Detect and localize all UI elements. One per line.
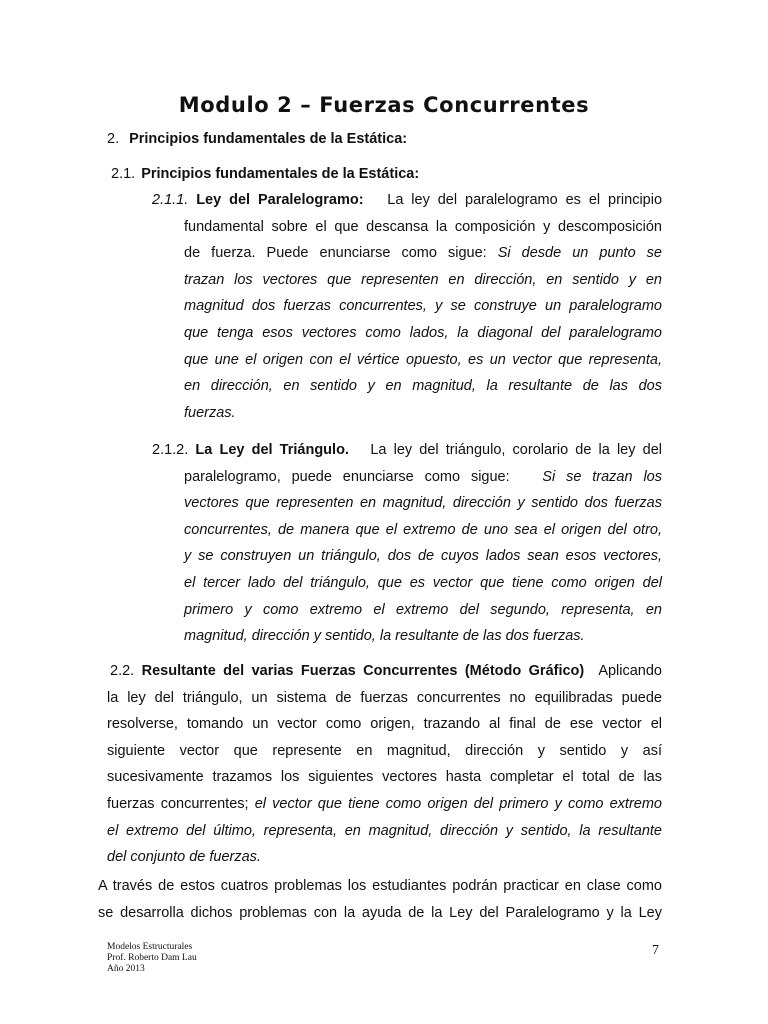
paragraph-line: trazan los vectores que representen en dirección, en sentido y en <box>184 271 662 288</box>
section-2-number: 2. <box>107 131 120 147</box>
section-2-1-1-heading: Ley del Paralelogramo: <box>196 192 364 208</box>
paragraph-line: primero y como extremo el extremo del segundo, representa, en <box>184 601 662 618</box>
paragraph-line <box>110 658 662 685</box>
section-2-1-1-number: 2.1.1. <box>152 192 189 208</box>
text-span: La ley del triángulo, corolario de la ley del <box>370 442 662 458</box>
section-2-1-number: 2.1. <box>111 166 136 182</box>
section-2-1-2-number: 2.1.2. <box>152 442 189 458</box>
paragraph-line: que une el origen con el vértice opuesto, es un vector que representa, <box>184 351 662 368</box>
paragraph-line: vectores que representen en magnitud, dirección y sentido dos fuerzas <box>184 495 662 512</box>
paragraph-line: sucesivamente trazamos los siguientes vectores hasta completar el total de las <box>107 769 662 786</box>
italic-span: el vector que tiene como origen del primero y como extremo <box>254 795 662 812</box>
paragraph-line: la ley del triángulo, un sistema de fuerzas concurrentes no equilibradas puede <box>107 689 662 706</box>
paragraph-line: que tenga esos vectores como lados, la diagonal del paralelogramo <box>184 324 662 341</box>
section-2-1-1-paragraph <box>152 187 662 426</box>
section-2-1-heading <box>111 166 419 182</box>
paragraph-line <box>184 240 662 267</box>
footer-course: Modelos Estructurales <box>107 942 193 952</box>
italic-span: Si se trazan los <box>542 468 662 485</box>
paragraph-line: magnitud, dirección y sentido, la resultante de las dos fuerzas. <box>184 628 585 645</box>
section-2-1-2-paragraph <box>152 437 662 650</box>
paragraph-line: el extremo del último, representa, en magnitud, dirección y sentido, la resultante <box>107 822 662 839</box>
text-span: paralelogramo, puede enunciarse como sigue: <box>184 468 510 485</box>
section-2-1-title: Principios fundamentales de la Estática: <box>141 166 420 182</box>
paragraph-line: concurrentes, de manera que el extremo de uno sea el origen del otro, <box>184 521 662 538</box>
page-footer <box>107 942 197 975</box>
paragraph-line: y se construyen un triángulo, dos de cuyos lados sean esos vectores, <box>184 548 662 565</box>
section-2-2-heading: Resultante del varias Fuerzas Concurrentes (Método Gráfico) <box>141 663 585 679</box>
paragraph-line: fundamental sobre el que descansa la composición y descomposición <box>184 218 662 235</box>
paragraph-line <box>152 187 662 214</box>
section-2-heading <box>107 131 407 147</box>
paragraph-line: resolverse, tomando un vector como origen, trazando al final de ese vector el <box>107 716 662 733</box>
paragraph-line: siguiente vector que represente en magnitud, dirección y sentido y así <box>107 742 662 759</box>
page-number: 7 <box>652 943 659 958</box>
paragraph-line <box>107 791 662 818</box>
text-span: de fuerza. Puede enunciarse como sigue: <box>184 245 487 262</box>
text-span: Aplicando <box>598 663 662 679</box>
paragraph-line <box>184 464 662 491</box>
section-2-1-2-heading: La Ley del Triángulo. <box>195 442 349 458</box>
paragraph-line <box>152 437 662 464</box>
closing-paragraph <box>98 873 662 926</box>
paragraph-line: se desarrolla dichos problemas con la ayuda de la Ley del Paralelogramo y la Ley <box>98 904 662 921</box>
paragraph-line: del conjunto de fuerzas. <box>107 849 261 866</box>
italic-span: Si desde un punto se <box>497 245 662 262</box>
section-2-2-paragraph <box>107 658 662 871</box>
section-2-2-number: 2.2. <box>110 663 135 679</box>
footer-year: Año 2013 <box>107 964 145 974</box>
paragraph-line: en dirección, en sentido y en magnitud, la resultante de las dos <box>184 378 662 395</box>
text-span: fuerzas concurrentes; <box>107 795 249 812</box>
footer-professor: Prof. Roberto Dam Lau <box>107 953 197 963</box>
section-2-title: Principios fundamentales de la Estática: <box>129 131 408 147</box>
paragraph-line: fuerzas. <box>184 404 236 421</box>
paragraph-line: el tercer lado del triángulo, que es vector que tiene como origen del <box>184 574 662 591</box>
paragraph-line: magnitud dos fuerzas concurrentes, y se construye un paralelogramo <box>184 298 662 315</box>
text-span: La ley del paralelogramo es el principio <box>387 192 663 208</box>
paragraph-line: A través de estos cuatros problemas los estudiantes podrán practicar en clase como <box>98 878 662 894</box>
page-title: Modulo 2 – Fuerzas Concurrentes <box>178 93 590 117</box>
